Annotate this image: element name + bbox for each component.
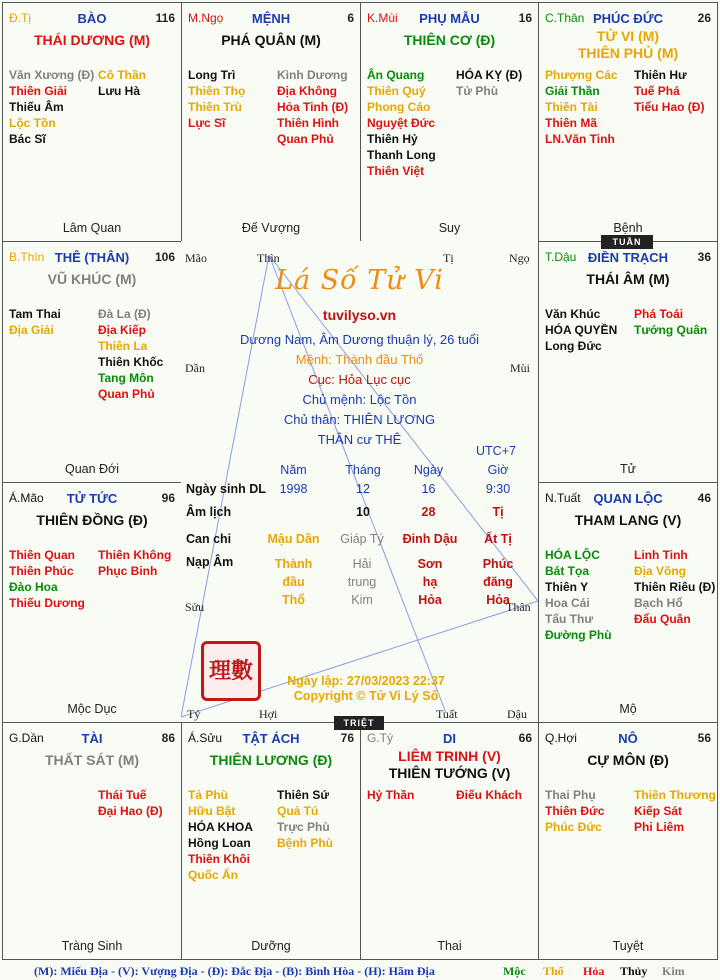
minor-star: Địa Giải bbox=[9, 323, 54, 337]
minor-star: Thiên Không bbox=[98, 548, 172, 562]
minor-star: Bệnh Phù bbox=[277, 836, 333, 850]
minor-star: Hỷ Thần bbox=[367, 788, 415, 802]
branch-label-suu: Sửu bbox=[185, 600, 205, 614]
palace-header bbox=[367, 731, 532, 747]
minor-star: Phúc Đức bbox=[545, 820, 602, 834]
minor-stars-right bbox=[634, 787, 716, 835]
palace-number: 96 bbox=[161, 491, 175, 505]
palace-can-chi: Q.Hợi bbox=[545, 731, 577, 745]
minor-star: Thiên Tài bbox=[545, 100, 598, 114]
minor-star: Tử Phù bbox=[456, 84, 499, 98]
dl-ngay: 16 bbox=[421, 482, 436, 496]
minor-star: Quả Tú bbox=[277, 804, 319, 818]
palace-name: TÀI bbox=[81, 731, 103, 746]
al-thang: 10 bbox=[356, 505, 370, 519]
dl-nam: 1998 bbox=[279, 482, 308, 496]
minor-star: HÓA LỘC bbox=[545, 548, 600, 562]
minor-star: Kình Dương bbox=[277, 68, 348, 82]
palace-number: 36 bbox=[697, 250, 711, 264]
canchi-label: Can chi bbox=[186, 532, 232, 546]
ngay-lap: Ngày lập: 27/03/2023 22:37 bbox=[287, 674, 445, 688]
palace-number: 46 bbox=[697, 491, 711, 505]
minor-stars-right bbox=[277, 67, 348, 147]
main-star: THÁI ÂM (M) bbox=[586, 271, 670, 287]
minor-stars-right bbox=[277, 787, 333, 851]
minor-star: Kiếp Sát bbox=[634, 804, 683, 818]
minor-star: Phong Cáo bbox=[367, 100, 431, 114]
palace-name: PHỤ MẪU bbox=[419, 11, 480, 26]
branch-label-dan: Dần bbox=[185, 361, 205, 375]
al-ngay: 28 bbox=[421, 505, 436, 519]
al-gio: Tị bbox=[492, 505, 504, 519]
minor-star: Tang Môn bbox=[98, 371, 154, 385]
palace-name: MỆNH bbox=[251, 11, 291, 26]
minor-star: LN.Văn Tinh bbox=[545, 132, 615, 146]
dl-thang: 12 bbox=[356, 482, 370, 496]
hdr-thang: Tháng bbox=[345, 463, 381, 477]
minor-star: Thiên La bbox=[98, 339, 148, 353]
minor-star: Tướng Quân bbox=[634, 323, 708, 337]
minor-stars-right bbox=[634, 547, 715, 627]
minor-stars-left bbox=[367, 787, 414, 803]
palace-number: 86 bbox=[161, 731, 175, 745]
palace-number: 56 bbox=[697, 731, 711, 745]
minor-star: Hữu Bật bbox=[188, 804, 236, 818]
life-stage: Bệnh bbox=[613, 221, 643, 235]
minor-star: Phi Liêm bbox=[634, 820, 685, 834]
copyright: Copyright © Tử Vi Lý Số bbox=[293, 689, 439, 703]
branch-label-mao: Mão bbox=[185, 251, 207, 265]
palace-phu-mau[interactable] bbox=[360, 2, 539, 242]
napam-thang: Hải trung Kim bbox=[347, 557, 377, 607]
legend-bar bbox=[0, 962, 720, 980]
life-stage: Tử bbox=[619, 462, 636, 476]
canchi-gio: Ất Tị bbox=[484, 532, 512, 546]
palace-name: TẬT ÁCH bbox=[242, 731, 300, 746]
minor-star: Đại Hao (Đ) bbox=[98, 804, 163, 818]
main-star: THẤT SÁT (M) bbox=[44, 752, 140, 768]
minor-star: Thiếu Âm bbox=[9, 100, 64, 114]
minor-star: Quan Phủ bbox=[98, 387, 155, 401]
minor-star: Lưu Hà bbox=[98, 84, 141, 98]
minor-star: Thiên Quý bbox=[367, 84, 426, 98]
main-star: TỬ VI (M) bbox=[596, 28, 660, 44]
branch-label-thin: Thìn bbox=[257, 251, 280, 265]
hdr-gio: Giờ bbox=[487, 463, 509, 477]
minor-star: Thiên Riêu (Đ) bbox=[634, 580, 716, 594]
minor-star: Cô Thần bbox=[98, 68, 146, 82]
main-star: THIÊN ĐỒNG (Đ) bbox=[36, 512, 148, 528]
palace-header bbox=[545, 250, 711, 266]
palace-can-chi: M.Ngọ bbox=[188, 11, 224, 25]
palace-number: 76 bbox=[340, 731, 354, 745]
napam-gio: Phúc đăng Hỏa bbox=[482, 557, 514, 607]
palace-header bbox=[188, 731, 354, 747]
than-cu-line: THÂN cư THÊ bbox=[317, 432, 402, 447]
minor-star: Quan Phủ bbox=[277, 132, 334, 146]
minor-stars-left bbox=[545, 787, 604, 835]
minor-star: Thiên Thọ bbox=[188, 84, 246, 98]
palace-name: ĐIỀN TRẠCH bbox=[587, 250, 669, 265]
legend-text: (M): Miếu Địa - (V): Vượng Địa - (Đ): Đắc Địa - (B): Bình Hòa - (H): Hãm Địa bbox=[34, 964, 435, 978]
branch-label-ti: Tị bbox=[443, 251, 454, 265]
life-stage: Mộ bbox=[619, 702, 637, 716]
minor-star: Phục Binh bbox=[98, 564, 158, 578]
tuan-tag: TUẦN bbox=[601, 235, 653, 249]
palace-header bbox=[545, 731, 711, 747]
branch-label-mui: Mùi bbox=[510, 361, 531, 375]
minor-stars-right bbox=[98, 67, 146, 99]
minor-star: Thiên Trù bbox=[188, 100, 242, 114]
minor-star: Thiên Hư bbox=[634, 68, 687, 82]
main-star: THIÊN PHỦ (M) bbox=[577, 45, 679, 61]
minor-stars-right bbox=[456, 67, 522, 99]
palace-di[interactable] bbox=[360, 722, 539, 960]
minor-stars-right bbox=[98, 787, 163, 819]
palace-can-chi: N.Tuất bbox=[545, 491, 581, 505]
minor-star: Thiên Sứ bbox=[277, 788, 330, 802]
main-star: LIÊM TRINH (V) bbox=[398, 748, 501, 764]
life-stage: Suy bbox=[438, 221, 461, 235]
minor-stars-left bbox=[367, 67, 436, 179]
minor-star: Bát Tọa bbox=[545, 564, 590, 578]
palace-header bbox=[9, 491, 175, 507]
palace-number: 16 bbox=[518, 11, 532, 25]
minor-stars-right bbox=[456, 787, 522, 803]
canchi-thang: Giáp Tý bbox=[340, 532, 384, 546]
palace-header bbox=[545, 491, 711, 507]
palace-can-chi: Á.Sửu bbox=[188, 731, 223, 745]
palace-name: TỬ TỨC bbox=[66, 491, 118, 506]
minor-star: Địa Võng bbox=[634, 564, 687, 578]
main-star: THIÊN LƯƠNG (Đ) bbox=[209, 752, 333, 768]
minor-star: Đà La (Đ) bbox=[98, 307, 151, 321]
seal-stamp: 理數 bbox=[201, 641, 261, 701]
element-hoa: Hỏa bbox=[583, 964, 605, 978]
minor-stars-left bbox=[9, 547, 85, 611]
chu-menh-line: Chủ mệnh: Lộc Tồn bbox=[302, 392, 417, 407]
minor-star: Thiên Khốc bbox=[98, 355, 164, 369]
palace-can-chi: K.Mùi bbox=[367, 11, 398, 25]
minor-star: Đẩu Quân bbox=[634, 612, 691, 626]
palace-can-chi: Đ.Tị bbox=[9, 11, 31, 25]
minor-star: Phá Toái bbox=[634, 307, 684, 321]
life-stage: Tràng Sinh bbox=[61, 939, 123, 953]
minor-star: Thiên Giải bbox=[9, 84, 68, 98]
dl-label: Ngày sinh DL bbox=[186, 482, 266, 496]
minor-star: Đào Hoa bbox=[9, 580, 58, 594]
minor-star: Thiên Hỷ bbox=[367, 132, 418, 146]
palace-name: BÀO bbox=[77, 11, 107, 26]
palace-number: 6 bbox=[347, 11, 354, 25]
minor-star: Thiếu Dương bbox=[9, 596, 85, 610]
minor-star: Hỏa Tinh (Đ) bbox=[277, 100, 349, 114]
minor-star: Thiên Y bbox=[545, 580, 589, 594]
site-link[interactable]: tuvilyso.vn bbox=[322, 307, 397, 323]
palace-dien-trach[interactable] bbox=[538, 241, 718, 483]
center-panel bbox=[181, 241, 538, 722]
minor-stars-left bbox=[188, 67, 245, 131]
minor-star: Trực Phù bbox=[277, 820, 330, 834]
minor-star: Văn Khúc bbox=[545, 307, 601, 321]
element-thuy: Thủy bbox=[620, 964, 648, 978]
palace-header bbox=[9, 731, 175, 747]
palace-can-chi: B.Thìn bbox=[9, 250, 45, 264]
minor-stars-left bbox=[545, 306, 617, 354]
palace-phuc-duc[interactable] bbox=[538, 2, 718, 242]
menh-line: Mệnh: Thành đầu Thổ bbox=[295, 352, 424, 367]
minor-stars-left bbox=[545, 67, 618, 147]
palace-name: PHÚC ĐỨC bbox=[592, 11, 663, 26]
minor-stars-left bbox=[9, 67, 94, 147]
element-kim: Kim bbox=[662, 964, 685, 978]
life-stage: Mộc Dục bbox=[67, 702, 117, 716]
chu-than-line: Chủ thân: THIÊN LƯƠNG bbox=[283, 412, 436, 427]
minor-star: Lực Sĩ bbox=[188, 116, 226, 130]
palace-tai[interactable] bbox=[2, 722, 182, 960]
minor-star: Tấu Thư bbox=[545, 612, 594, 626]
palace-number: 106 bbox=[154, 250, 175, 264]
minor-star: Linh Tinh bbox=[634, 548, 688, 562]
minor-star: Tả Phù bbox=[188, 788, 229, 802]
palace-name: NÔ bbox=[618, 731, 638, 746]
minor-star: HÓA KHOA bbox=[188, 820, 253, 834]
canchi-ngay: Đinh Dậu bbox=[402, 532, 458, 546]
minor-star: Hoa Cái bbox=[545, 596, 590, 610]
palace-header bbox=[367, 11, 532, 27]
palace-the-than[interactable] bbox=[2, 241, 182, 483]
palace-can-chi: T.Dậu bbox=[545, 250, 577, 264]
minor-star: Thiên Việt bbox=[367, 164, 425, 178]
minor-star: Tiểu Hao (Đ) bbox=[634, 100, 705, 114]
life-stage: Lâm Quan bbox=[62, 221, 122, 235]
minor-star: HÓA QUYỀN bbox=[545, 323, 618, 337]
minor-star: HÓA KỴ (Đ) bbox=[456, 68, 523, 82]
triet-tag: TRIỆT bbox=[334, 716, 384, 730]
chart-title: Lá Số Tử Vi bbox=[275, 265, 444, 296]
palace-name: DI bbox=[443, 731, 456, 746]
main-star: THIÊN TƯỚNG (V) bbox=[388, 765, 511, 781]
element-moc: Mộc bbox=[503, 964, 526, 978]
minor-star: Điếu Khách bbox=[456, 788, 523, 802]
napam-label: Nạp Âm bbox=[186, 555, 234, 569]
main-star: PHÁ QUÂN (M) bbox=[221, 32, 321, 48]
napam-nam: Thành đầu Thổ bbox=[274, 557, 313, 607]
canchi-nam: Mậu Dần bbox=[267, 532, 320, 546]
palace-no[interactable] bbox=[538, 722, 718, 960]
minor-stars-left bbox=[188, 787, 253, 883]
life-stage: Thai bbox=[437, 939, 462, 953]
palace-quan-loc[interactable] bbox=[538, 482, 718, 723]
minor-star: Giải Thần bbox=[545, 84, 600, 98]
minor-star: Văn Xương (Đ) bbox=[9, 68, 95, 82]
palace-name: THÊ (THÂN) bbox=[54, 250, 130, 265]
minor-star: Thiên Hình bbox=[277, 116, 339, 130]
minor-star: Bác Sĩ bbox=[9, 132, 46, 146]
palace-can-chi: Á.Mão bbox=[9, 491, 44, 505]
minor-star: Tam Thai bbox=[9, 307, 61, 321]
life-stage: Dưỡng bbox=[251, 939, 291, 953]
minor-star: Địa Kiếp bbox=[98, 323, 147, 337]
palace-can-chi: G.Dần bbox=[9, 731, 44, 745]
minor-star: Thiên Đức bbox=[545, 804, 605, 818]
element-tho: Thổ bbox=[543, 964, 564, 978]
minor-star: Long Trì bbox=[188, 68, 236, 82]
life-stage: Đế Vượng bbox=[241, 221, 301, 235]
main-star: THIÊN CƠ (Đ) bbox=[403, 32, 496, 48]
branch-label-ty: Tý bbox=[187, 707, 201, 721]
utc-label: UTC+7 bbox=[476, 444, 516, 458]
main-star: THAM LANG (V) bbox=[574, 512, 682, 528]
minor-star: Thiên Phúc bbox=[9, 564, 74, 578]
minor-star: Nguyệt Đức bbox=[367, 116, 436, 130]
minor-stars-left bbox=[545, 547, 612, 643]
life-stage: Quan Đới bbox=[64, 462, 120, 476]
palace-can-chi: G.Tý bbox=[367, 731, 393, 745]
minor-stars-right bbox=[634, 306, 707, 338]
minor-star: Thiên Quan bbox=[9, 548, 75, 562]
branch-label-dau: Dậu bbox=[507, 707, 527, 721]
minor-star: Thái Tuế bbox=[98, 788, 147, 802]
palace-tu-tuc[interactable] bbox=[2, 482, 182, 723]
palace-can-chi: C.Thân bbox=[545, 11, 585, 25]
minor-star: Ân Quang bbox=[367, 68, 425, 82]
minor-star: Bạch Hổ bbox=[634, 596, 683, 610]
hdr-nam: Năm bbox=[280, 463, 307, 477]
main-star: VŨ KHÚC (M) bbox=[47, 271, 137, 287]
minor-stars-right bbox=[98, 547, 171, 579]
minor-stars-right bbox=[98, 306, 163, 402]
branch-label-ngo: Ngọ bbox=[509, 251, 530, 265]
minor-star: Địa Không bbox=[277, 84, 337, 98]
napam-ngay: Sơn hạ Hỏa bbox=[417, 557, 443, 607]
palace-bao[interactable] bbox=[2, 2, 182, 242]
hdr-ngay: Ngày bbox=[413, 463, 444, 477]
gender-age-line: Dương Nam, Âm Dương thuận lý, 26 tuổi bbox=[240, 332, 479, 347]
main-star: THÁI DƯƠNG (M) bbox=[33, 32, 151, 48]
palace-header bbox=[545, 11, 711, 27]
palace-header bbox=[9, 11, 175, 27]
branch-label-tuat: Tuất bbox=[436, 707, 458, 721]
minor-star: Đường Phù bbox=[545, 628, 612, 642]
minor-star: Thiên Khôi bbox=[188, 852, 250, 866]
palace-menh[interactable] bbox=[181, 2, 361, 242]
minor-star: Lộc Tồn bbox=[9, 116, 56, 130]
minor-star: Thanh Long bbox=[367, 148, 436, 162]
minor-star: Hồng Loan bbox=[188, 836, 251, 850]
palace-name: QUAN LỘC bbox=[593, 491, 663, 506]
minor-star: Thai Phụ bbox=[545, 788, 596, 802]
minor-star: Quốc Ấn bbox=[188, 868, 238, 882]
al-label: Âm lịch bbox=[186, 505, 232, 519]
palace-number: 116 bbox=[155, 11, 175, 25]
palace-number: 66 bbox=[518, 731, 532, 745]
life-stage: Tuyệt bbox=[612, 939, 644, 953]
palace-number: 26 bbox=[697, 11, 711, 25]
minor-star: Phượng Các bbox=[545, 68, 618, 82]
minor-star: Tuế Phá bbox=[634, 84, 680, 98]
palace-header bbox=[188, 11, 354, 27]
main-star: CỰ MÔN (Đ) bbox=[587, 752, 669, 768]
cuc-line: Cục: Hỏa Lục cục bbox=[308, 372, 411, 387]
minor-stars-right bbox=[634, 67, 704, 115]
minor-star: Thiên Mã bbox=[545, 116, 598, 130]
branch-label-hoi: Hợi bbox=[259, 707, 278, 721]
branch-label-than: Thân bbox=[506, 600, 531, 614]
dl-gio: 9:30 bbox=[485, 482, 511, 496]
minor-stars-left bbox=[9, 306, 61, 338]
palace-tat-ach[interactable] bbox=[181, 722, 361, 960]
minor-star: Thiên Thương bbox=[634, 788, 716, 802]
palace-header bbox=[9, 250, 175, 266]
minor-star: Long Đức bbox=[545, 339, 602, 353]
